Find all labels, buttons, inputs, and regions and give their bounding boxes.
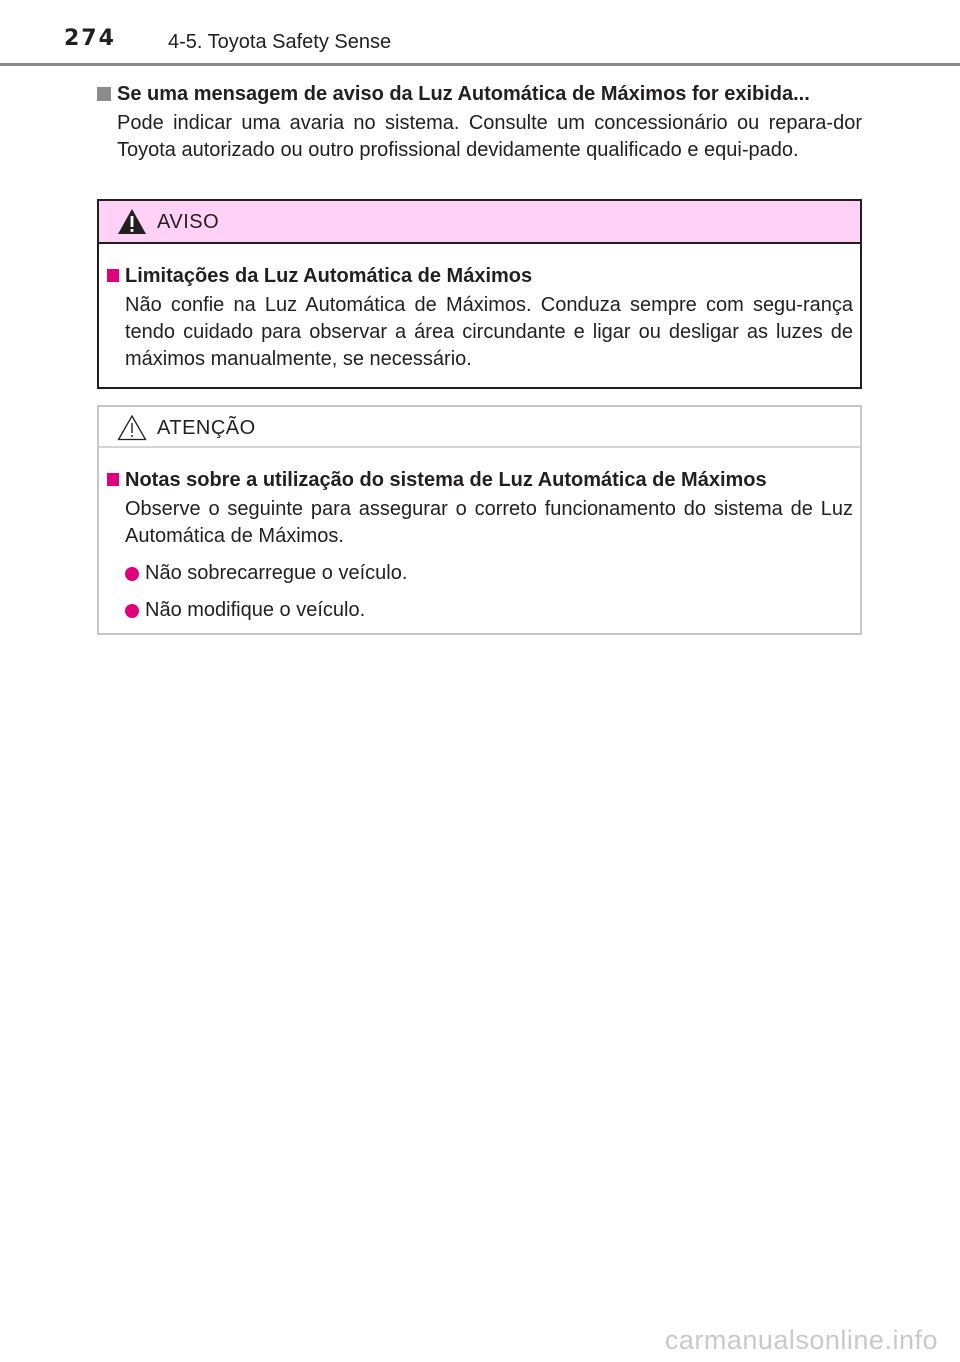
watermark: carmanualsonline.info <box>664 1325 938 1355</box>
page-number: 274 <box>64 26 116 51</box>
section-body: Pode indicar uma avaria no sistema. Consulte um concessionário ou repara-dor Toyota autorizado ou outro profissional devidamente qualificado e equi-pado. <box>117 112 862 161</box>
section-heading-text: Se uma mensagem de aviso da Luz Automática de Máximos for exibida... <box>117 83 810 105</box>
atencao-label: ATENÇÃO <box>157 417 256 439</box>
aviso-box <box>97 199 862 389</box>
round-bullet-icon <box>125 567 139 581</box>
square-bullet-icon <box>107 269 119 282</box>
aviso-label: AVISO <box>157 211 220 233</box>
warning-message-section <box>97 80 865 164</box>
section-heading <box>97 80 865 108</box>
list-item <box>125 560 860 587</box>
square-bullet-icon <box>97 87 111 101</box>
atencao-box <box>97 405 862 635</box>
aviso-heading <box>107 262 860 290</box>
aviso-content <box>99 244 860 373</box>
atencao-heading <box>107 466 860 494</box>
aviso-body: Não confie na Luz Automática de Máximos. Conduza sempre com segu-rança tendo cuidado para observar a área circundante e ligar ou desligar as luzes de máximos manualmente, se necessário. <box>125 294 853 370</box>
list-item-text: Não sobrecarregue o veículo. <box>145 562 408 584</box>
header-divider <box>0 63 960 66</box>
section-title: 4-5. Toyota Safety Sense <box>168 31 392 53</box>
warning-triangle-outline-icon <box>117 414 147 441</box>
round-bullet-icon <box>125 604 139 618</box>
aviso-heading-text: Limitações da Luz Automática de Máximos <box>125 265 533 287</box>
list-item-text: Não modifique o veículo. <box>145 599 366 621</box>
atencao-content <box>99 448 860 624</box>
list-item <box>125 597 860 624</box>
atencao-heading-text: Notas sobre a utilização do sistema de Luz Automática de Máximos <box>125 469 767 491</box>
aviso-header <box>99 201 860 244</box>
atencao-body: Observe o seguinte para assegurar o correto funcionamento do sistema de Luz Automática de Máximos. <box>125 498 853 547</box>
square-bullet-icon <box>107 473 119 486</box>
page-header <box>0 0 960 66</box>
warning-triangle-filled-icon <box>117 208 147 235</box>
atencao-header <box>99 407 860 448</box>
